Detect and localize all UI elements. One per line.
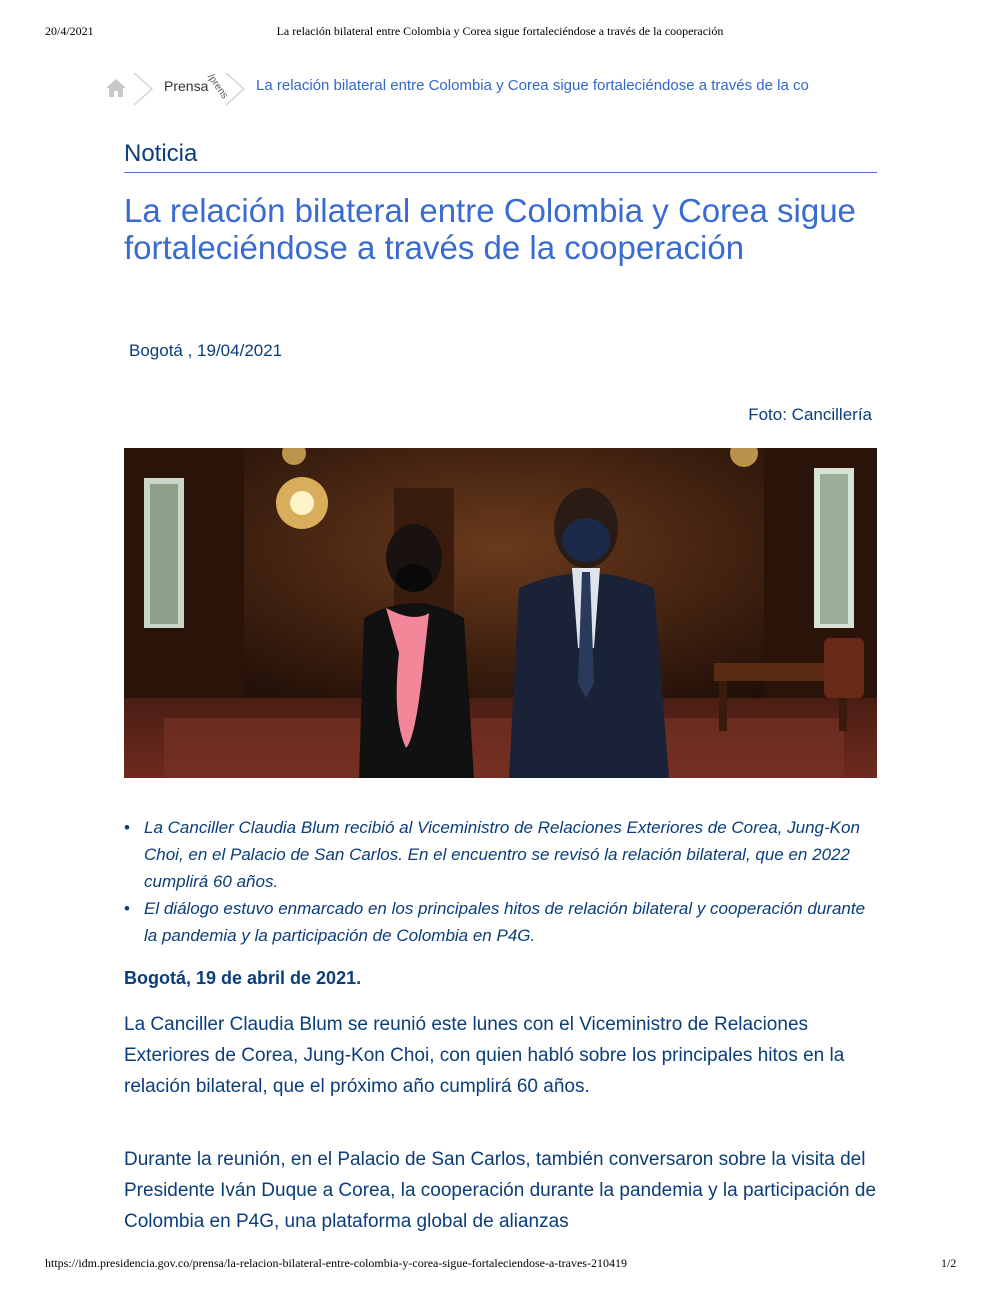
summary-text: El diálogo estuvo enmarcado en los principales hitos de relación bilateral y cooperación durante la pandemia y la participación de Colombia en P4G. <box>144 899 866 945</box>
breadcrumb <box>105 72 905 104</box>
article-lead: Bogotá, 19 de abril de 2021. <box>124 968 362 988</box>
breadcrumb-item-current[interactable]: La relación bilateral entre Colombia y Corea sigue fortaleciéndose a través de la co <box>256 77 809 94</box>
print-page-title: La relación bilateral entre Colombia y Corea sigue fortaleciéndose a través de la cooperación <box>276 24 724 38</box>
breadcrumb-item-prensa[interactable]: Prensa <box>164 78 209 94</box>
print-date: 20/4/2021 <box>45 24 94 38</box>
print-page-number: 1/2 <box>941 1256 957 1270</box>
summary-item <box>124 814 877 895</box>
summary-list <box>124 814 877 949</box>
chevron-right-icon <box>223 72 247 106</box>
article-paragraph: Durante la reunión, en el Palacio de San Carlos, también conversaron sobre la visita del Presidente Iván Duque a Corea, la cooperación durante la pandemia y la participación de Colombia en P4G, una plataforma global de alianzas <box>124 1149 877 1232</box>
article-paragraph: La Canciller Claudia Blum se reunió este lunes con el Viceministro de Relaciones Exteriores de Corea, Jung-Kon Choi, con quien habló sobre los principales hitos en la relación bilateral, que el próximo año cumplirá 60 años. <box>124 1014 845 1097</box>
print-url: https://idm.presidencia.gov.co/prensa/la-relacion-bilateral-entre-colombia-y-corea-sigue-fortaleciendose-a-traves-210419 <box>45 1256 627 1270</box>
bullet-icon: • <box>124 818 130 837</box>
summary-item <box>124 895 877 949</box>
article-photo <box>124 448 877 778</box>
home-icon[interactable] <box>105 78 127 103</box>
article-title: La relación bilateral entre Colombia y Corea sigue fortaleciéndose a través de la cooperación <box>124 192 856 266</box>
breadcrumb-item-slug[interactable]: /prens <box>204 72 230 102</box>
section-label: Noticia <box>124 140 877 173</box>
chevron-right-icon <box>131 72 155 106</box>
article-dateline: Bogotá , 19/04/2021 <box>129 341 283 360</box>
bullet-icon: • <box>124 899 130 918</box>
photo-credit: Foto: Cancillería <box>748 405 872 424</box>
summary-text: La Canciller Claudia Blum recibió al Viceministro de Relaciones Exteriores de Corea, Jung-Kon Choi, en el Palacio de San Carlos. En el encuentro se revisó la relación bilateral, que en 2022 cumplirá 60 años. <box>144 818 860 891</box>
